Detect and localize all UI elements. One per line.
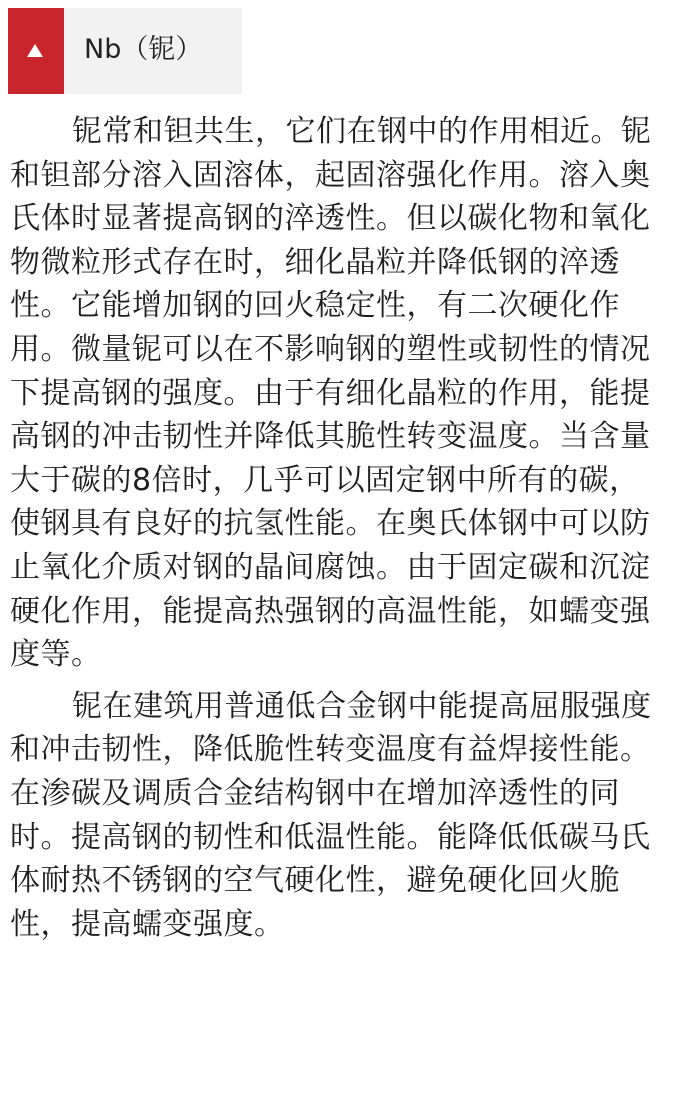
- text-line: 高钢的冲击韧性并降低其脆性转变温度。当含量: [10, 419, 651, 455]
- text-line: 氏体时显著提高钢的淬透性。但以碳化物和氧化: [10, 201, 651, 237]
- text-line: 用。微量铌可以在不影响钢的塑性或韧性的情况: [10, 331, 651, 367]
- text-line: 使钢具有良好的抗氢性能。在奥氏体钢中可以防: [10, 506, 651, 542]
- text-line: 时。提高钢的韧性和低温性能。能降低低碳马氏: [10, 819, 651, 855]
- text-line: 在渗碳及调质合金结构钢中在增加淬透性的同: [10, 775, 620, 811]
- text-line: 硬化作用，能提高热强钢的高温性能，如蠕变强: [10, 593, 651, 629]
- text-line: 体耐热不锈钢的空气硬化性，避免硬化回火脆: [10, 863, 620, 899]
- text-line: 度等。: [10, 637, 102, 673]
- paragraph-2: [10, 685, 665, 947]
- section-title: Nb（铌）: [84, 34, 203, 65]
- article-body: [10, 110, 665, 954]
- text-line: 和冲击韧性，降低脆性转变温度有益焊接性能。: [10, 732, 651, 768]
- text-line: 性。它能增加钢的回火稳定性，有二次硬化作: [10, 288, 620, 324]
- text-line: 下提高钢的强度。由于有细化晶粒的作用，能提: [10, 375, 651, 411]
- section-header: [8, 8, 242, 94]
- header-marker: [8, 8, 64, 94]
- text-line: 和钽部分溶入固溶体，起固溶强化作用。溶入奥: [10, 157, 651, 193]
- paragraph-1: [10, 110, 665, 677]
- text-line: 铌在建筑用普通低合金钢中能提高屈服强度: [72, 688, 652, 724]
- text-line: 性，提高蠕变强度。: [10, 906, 285, 942]
- triangle-up-icon: [27, 44, 43, 57]
- text-line: 物微粒形式存在时，细化晶粒并降低钢的淬透: [10, 244, 620, 280]
- text-line: 大于碳的8倍时，几乎可以固定钢中所有的碳，: [10, 462, 640, 498]
- text-line: 止氧化介质对钢的晶间腐蚀。由于固定碳和沉淀: [10, 549, 651, 585]
- text-line: 铌常和钽共生，它们在钢中的作用相近。铌: [72, 114, 652, 149]
